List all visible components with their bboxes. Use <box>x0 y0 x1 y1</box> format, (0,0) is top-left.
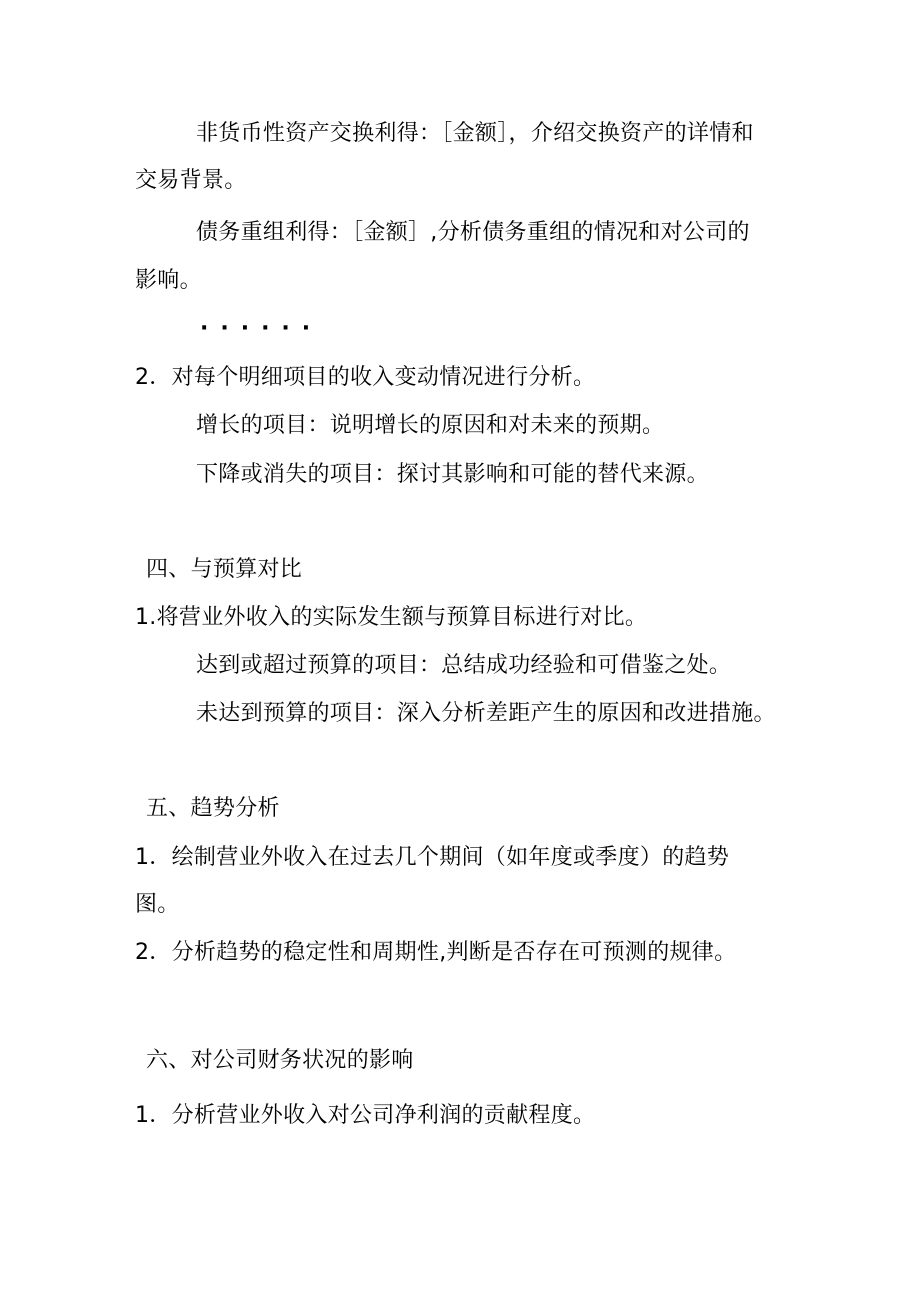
paragraph-nonmonetary-exchange: 非货币性资产交换利得：［金额］，介绍交换资产的详情和 <box>196 121 754 146</box>
list-subitem-growth: 增长的项目：说明增长的原因和对未来的预期。 <box>196 413 665 438</box>
list-item-trend-1-cont: 图。 <box>135 892 180 917</box>
paragraph-nonmonetary-exchange-cont: 交易背景。 <box>135 168 247 193</box>
section-heading-financial-impact: 六、对公司财务状况的影响 <box>146 1048 414 1073</box>
list-item-trend-1: 1．绘制营业外收入在过去几个期间（如年度或季度）的趋势 <box>135 845 730 870</box>
paragraph-debt-restructuring: 债务重组利得：［金额］,分析债务重组的情况和对公司的 <box>196 220 750 245</box>
list-item-budget-1: 1.将营业外收入的实际发生额与预算目标进行对比。 <box>135 605 648 630</box>
list-subitem-decline: 下降或消失的项目：探讨其影响和可能的替代来源。 <box>196 462 709 487</box>
paragraph-debt-restructuring-cont: 影响。 <box>135 268 202 293</box>
ellipsis-dots: ······ <box>200 316 323 341</box>
list-subitem-budget-missed: 未达到预算的项目：深入分析差距产生的原因和改进措施。 <box>196 701 776 726</box>
list-item-trend-2: 2．分析趋势的稳定性和周期性,判断是否存在可预测的规律。 <box>135 940 737 965</box>
list-item-impact-1: 1．分析营业外收入对公司净利润的贡献程度。 <box>135 1103 596 1128</box>
list-subitem-budget-met: 达到或超过预算的项目：总结成功经验和可借鉴之处。 <box>196 653 732 678</box>
section-heading-trend: 五、趋势分析 <box>146 796 280 821</box>
section-heading-budget: 四、与预算对比 <box>146 557 303 582</box>
list-item-2: 2．对每个明细项目的收入变动情况进行分析。 <box>135 365 596 390</box>
